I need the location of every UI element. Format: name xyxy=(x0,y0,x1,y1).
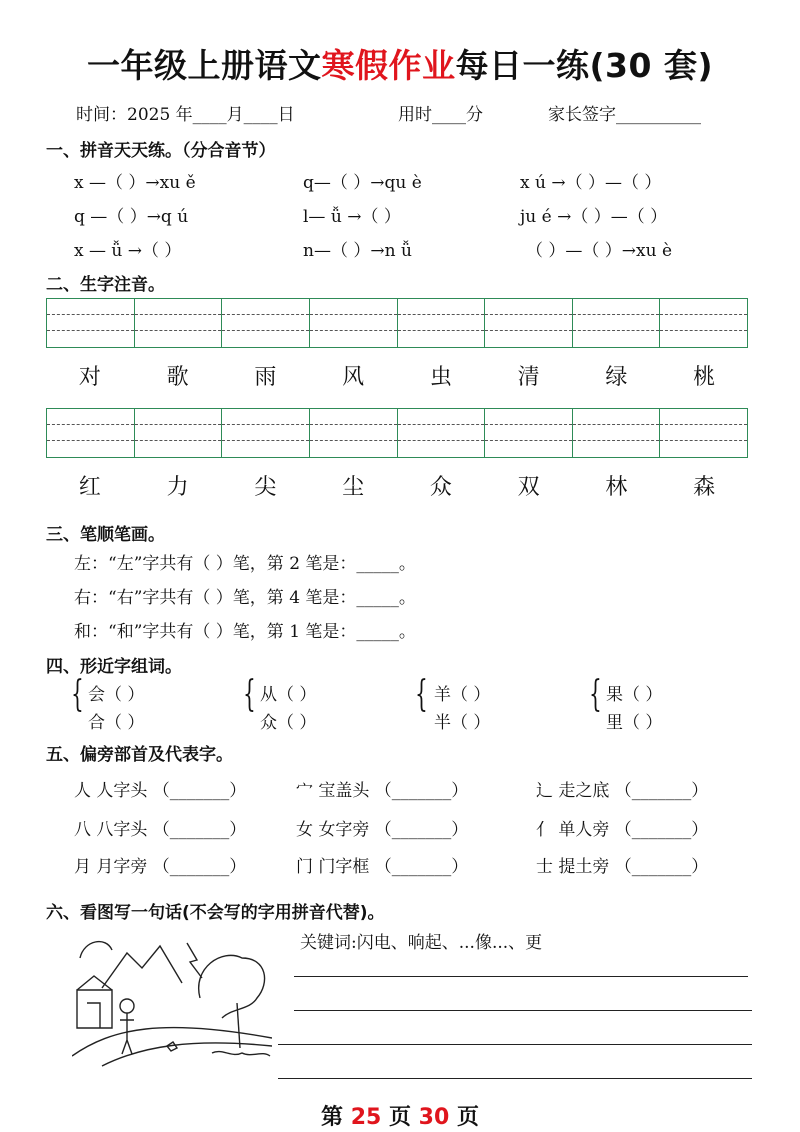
character: 众 xyxy=(429,475,452,500)
character: 双 xyxy=(517,475,540,500)
character: 对 xyxy=(78,365,101,390)
date-field: 时间：2025 年____月____日 xyxy=(76,105,295,125)
total-pages: 30 xyxy=(418,1105,450,1130)
radical-item: 辶 走之底 （_______） xyxy=(536,781,709,801)
character: 力 xyxy=(166,475,189,500)
word-item: 果（ ） xyxy=(606,685,663,705)
pinyin-item: l— ǚ →（ ） xyxy=(303,207,401,227)
page-label: 页 xyxy=(449,1105,479,1130)
brace-icon: { xyxy=(243,674,256,715)
current-page: 25 xyxy=(350,1105,382,1130)
radical-item: 女 女字旁 （_______） xyxy=(296,820,469,840)
word-item: 合（ ） xyxy=(88,713,145,733)
radical-item: 月 月字旁 （_______） xyxy=(74,857,247,877)
stroke-question: 和：“和”字共有（ ）笔，第 1 笔是：_____。 xyxy=(74,622,416,642)
writing-line[interactable] xyxy=(294,1010,752,1011)
character: 歌 xyxy=(166,365,189,390)
pinyin-item: q—（ ）→qu è xyxy=(303,173,422,193)
radical-item: 宀 宝盖头 （_______） xyxy=(296,781,469,801)
stroke-question: 左：“左”字共有（ ）笔，第 2 笔是：_____。 xyxy=(74,554,416,574)
radical-item: 士 提土旁 （_______） xyxy=(536,857,709,877)
section-6-heading: 六、看图写一句话(不会写的字用拼音代替)。 xyxy=(46,903,385,923)
character: 雨 xyxy=(254,365,277,390)
word-item: 从（ ） xyxy=(260,685,317,705)
page-label: 页 xyxy=(381,1105,419,1130)
character: 尖 xyxy=(254,475,277,500)
character: 红 xyxy=(78,475,101,500)
pinyin-item: n—（ ）→n ǚ xyxy=(303,241,412,261)
keywords: 关键词:闪电、响起、...像...、更 xyxy=(300,933,543,953)
section-5-heading: 五、偏旁部首及代表字。 xyxy=(46,745,233,765)
pinyin-item: x — ǚ →（ ） xyxy=(74,241,182,261)
writing-line[interactable] xyxy=(294,976,748,977)
radical-item: 人 人字头 （_______） xyxy=(74,781,247,801)
section-4-heading: 四、形近字组词。 xyxy=(46,657,182,677)
word-item: 众（ ） xyxy=(260,713,317,733)
radical-item: 八 八字头 （_______） xyxy=(74,820,247,840)
pinyin-item: x ú →（ ）—（ ） xyxy=(520,173,662,193)
character-row-1 xyxy=(46,360,748,391)
character: 森 xyxy=(693,475,716,500)
brace-icon: { xyxy=(71,674,84,715)
word-item: 会（ ） xyxy=(88,685,145,705)
section-1-heading: 一、拼音天天练。（分合音节） xyxy=(46,141,276,161)
pinyin-item: q —（ ）→q ú xyxy=(74,207,189,227)
character: 绿 xyxy=(605,365,628,390)
pinyin-item: x —（ ）→xu ě xyxy=(74,173,196,193)
pinyin-item: （ ）—（ ）→xu è xyxy=(526,241,673,261)
brace-icon: { xyxy=(589,674,602,715)
character-row-2 xyxy=(46,470,748,501)
pinyin-grid-1[interactable] xyxy=(46,298,748,348)
word-item: 羊（ ） xyxy=(434,685,491,705)
character: 清 xyxy=(517,365,540,390)
character: 风 xyxy=(342,365,365,390)
stroke-question: 右：“右”字共有（ ）笔，第 4 笔是：_____。 xyxy=(74,588,416,608)
character: 林 xyxy=(605,475,628,500)
title-highlight: 寒假作业 xyxy=(321,46,456,85)
section-3-heading: 三、笔顺笔画。 xyxy=(46,525,165,545)
character: 虫 xyxy=(429,365,452,390)
radical-item: 亻 单人旁 （_______） xyxy=(536,820,709,840)
character: 桃 xyxy=(693,365,716,390)
title-part-1: 一年级上册语文 xyxy=(86,46,322,85)
page-title xyxy=(0,40,800,87)
pinyin-grid-2[interactable] xyxy=(46,408,748,458)
pinyin-item: ju é →（ ）—（ ） xyxy=(520,207,668,227)
page-label: 第 xyxy=(321,1105,351,1130)
section-2-heading: 二、生字注音。 xyxy=(46,275,165,295)
radical-item: 门 门字框 （_______） xyxy=(296,857,469,877)
brace-icon: { xyxy=(415,674,428,715)
duration-field: 用时____分 xyxy=(398,105,483,125)
page-number xyxy=(0,1100,800,1131)
word-item: 半（ ） xyxy=(434,713,491,733)
writing-line[interactable] xyxy=(278,1078,752,1079)
word-item: 里（ ） xyxy=(606,713,663,733)
character: 尘 xyxy=(342,475,365,500)
title-part-3: 每日一练(30 套) xyxy=(455,46,714,85)
writing-line[interactable] xyxy=(278,1044,752,1045)
signature-field: 家长签字__________ xyxy=(548,105,701,125)
storm-scene-illustration xyxy=(72,928,272,1068)
